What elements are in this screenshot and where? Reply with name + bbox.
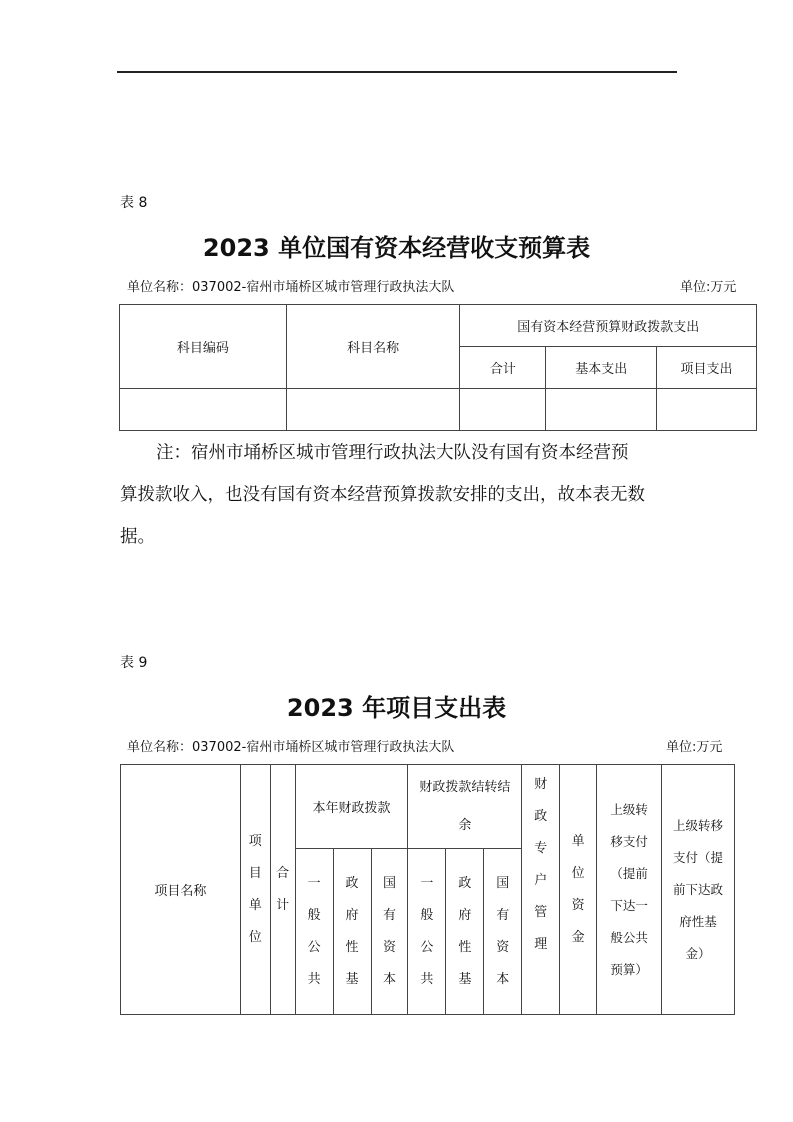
header-code: 科目编码 — [120, 305, 287, 389]
header-total: 合计 — [460, 347, 546, 389]
table9 — [120, 764, 735, 1015]
note-line: 据。 — [120, 527, 155, 547]
header-total: 合 计 — [270, 765, 295, 1015]
cell — [546, 389, 657, 431]
header-carryover: 财政拨款结转结 余 — [408, 765, 522, 849]
table8-unit: 单位:万元 — [680, 280, 737, 295]
note-line: 注：宿州市埇桥区城市管理行政执法大队没有国有资本经营预 — [156, 443, 629, 463]
header-rule — [117, 71, 677, 73]
table8 — [119, 304, 757, 431]
header-carry-general: 一 般 公 共 — [408, 849, 446, 1015]
header-unit-funds: 单 位 资 金 — [560, 765, 597, 1015]
header-group: 国有资本经营预算财政拨款支出 — [460, 305, 757, 347]
header-state-capital: 国 有 资 本 — [371, 849, 408, 1015]
table9-title: 2023 年项目支出表 — [286, 694, 507, 722]
header-current-year: 本年财政拨款 — [295, 765, 408, 849]
header-project-name: 项目名称 — [121, 765, 241, 1015]
table8-title: 2023 单位国有资本经营收支预算表 — [202, 234, 591, 262]
header-project-unit: 项 目 单 位 — [240, 765, 270, 1015]
note-line: 算拨款收入，也没有国有资本经营预算拨款安排的支出，故本表无数 — [120, 485, 645, 505]
header-project: 项目支出 — [657, 347, 757, 389]
header-general: 一 般 公 共 — [295, 849, 333, 1015]
cell — [657, 389, 757, 431]
table-row — [120, 389, 757, 431]
table8-label: 表 8 — [120, 195, 148, 211]
cell — [460, 389, 546, 431]
header-gov-fund: 政 府 性 基 — [333, 849, 371, 1015]
table8-note — [120, 432, 680, 558]
header-carry-gov-fund: 政 府 性 基 — [446, 849, 484, 1015]
header-transfer-fund: 上级转移 支付（提 前下达政 府性基 金） — [662, 765, 735, 1015]
table9-unit: 单位:万元 — [666, 740, 723, 755]
header-name: 科目名称 — [286, 305, 460, 389]
cell — [286, 389, 460, 431]
table9-label: 表 9 — [120, 655, 148, 671]
table9-unit-name: 单位名称：037002-宿州市埇桥区城市管理行政执法大队 — [127, 740, 455, 755]
cell — [120, 389, 287, 431]
table8-unit-name: 单位名称：037002-宿州市埇桥区城市管理行政执法大队 — [127, 280, 455, 295]
header-special-account: 财 政 专 户 管 理 — [522, 765, 560, 1015]
header-transfer-general: 上级转 移支付 （提前 下达一 般公共 预算） — [597, 765, 662, 1015]
header-basic: 基本支出 — [546, 347, 657, 389]
header-carry-state-capital: 国 有 资 本 — [484, 849, 522, 1015]
